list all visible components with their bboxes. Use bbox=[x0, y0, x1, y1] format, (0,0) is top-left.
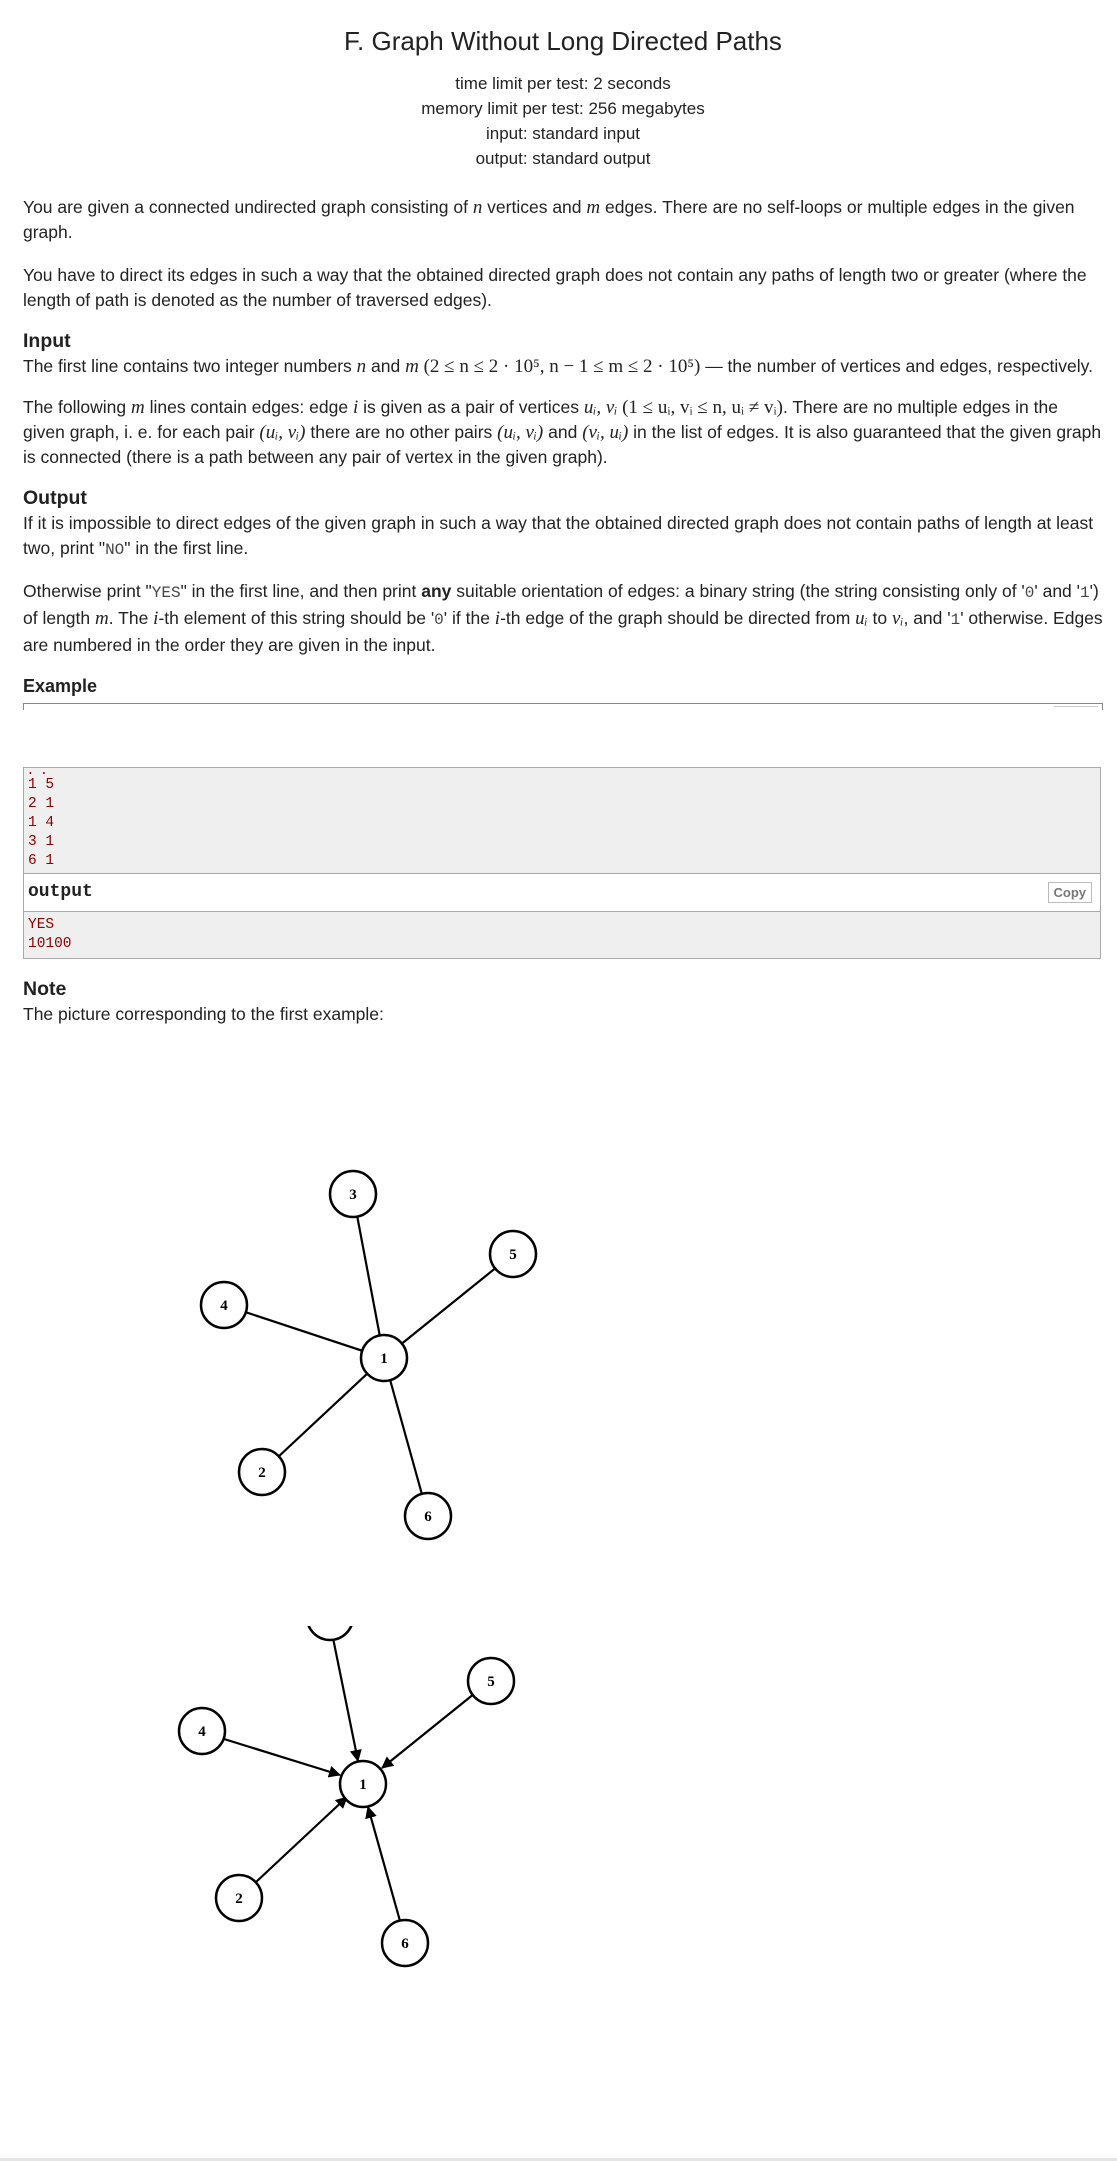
svg-text:1: 1 bbox=[359, 1777, 367, 1793]
edge-1-4 bbox=[224, 1305, 384, 1358]
input-section-title: Input bbox=[23, 330, 71, 352]
svg-text:6: 6 bbox=[401, 1936, 409, 1952]
statement-paragraph-2: You have to direct its edges in such a way that the obtained directed graph does not contain any paths of length two or greater (where the length of path is denoted as the number of traversed edges). bbox=[23, 265, 1087, 310]
arc-2-1 bbox=[256, 1797, 347, 1882]
memory-limit: memory limit per test: 256 megabytes bbox=[421, 99, 705, 118]
node-6 bbox=[405, 1493, 451, 1539]
node-3 bbox=[330, 1171, 376, 1217]
clipped-line: ․ ․ bbox=[28, 767, 47, 779]
svg-text:4: 4 bbox=[198, 1724, 206, 1740]
arc-6-1 bbox=[368, 1807, 400, 1921]
input-paragraph-2: The following m lines contain edges: edge i is given as a pair of vertices uᵢ, vᵢ (1 ≤ uᵢ, vᵢ ≤ n, uᵢ ≠ vᵢ). There are no multiple edges in the given graph, i. e. for each pair (uᵢ, vᵢ) there are no other pairs (uᵢ, vᵢ) and (vᵢ, uᵢ) in the list of edges. It is also guaranteed that the given graph is connected (there is a path between any pair of vertex in the given graph). bbox=[23, 397, 1102, 467]
node-6 bbox=[382, 1920, 428, 1966]
undirected-nodes bbox=[201, 1171, 536, 1539]
output-paragraph-2: Otherwise print "YES" in the first line, and then print any suitable orientation of edges: a binary string (the string consisting only of '0' and '1') of length m. The i-th element of this string should be '0' if the i-th edge of the graph should be directed from uᵢ to vᵢ, and '1' otherwise. Edges are numbered in the order they are given in the input. bbox=[23, 581, 1103, 655]
edge-1-6 bbox=[384, 1358, 428, 1516]
directed-nodes bbox=[150, 1560, 550, 1966]
problem-title: F. Graph Without Long Directed Paths bbox=[344, 26, 782, 56]
output-line: 10100 bbox=[28, 936, 72, 952]
input-line: 3 1 bbox=[28, 834, 55, 850]
edge-1-2 bbox=[262, 1358, 384, 1472]
node-5 bbox=[490, 1231, 536, 1277]
example-title: Example bbox=[23, 676, 98, 696]
clip-mask bbox=[150, 1560, 550, 1626]
arc-3-1 bbox=[333, 1638, 358, 1761]
edge-1-3 bbox=[353, 1194, 384, 1358]
input-file: input: standard input bbox=[485, 124, 641, 143]
node-1 bbox=[361, 1335, 407, 1381]
output-label: output bbox=[28, 882, 93, 902]
node-5 bbox=[468, 1658, 514, 1704]
node-1 bbox=[340, 1761, 386, 1807]
svg-text:2: 2 bbox=[258, 1465, 266, 1481]
svg-text:4: 4 bbox=[220, 1298, 228, 1314]
input-line: 6 1 bbox=[28, 853, 55, 869]
input-paragraph-1: The first line contains two integer numbers n and m (2 ≤ n ≤ 2 · 10⁵, n − 1 ≤ m ≤ 2 · 10⁵) — the number of vertices and edges, respectively. bbox=[23, 356, 1093, 377]
svg-text:1: 1 bbox=[380, 1351, 388, 1367]
output-line: YES bbox=[28, 917, 55, 933]
edge-1-5 bbox=[384, 1254, 513, 1358]
output-paragraph-1: If it is impossible to direct edges of the given graph in such a way that the obtained directed graph does not contain paths of length at least two, print "NO" in the first line. bbox=[23, 513, 1094, 559]
input-line: 2 1 bbox=[28, 796, 55, 812]
time-limit: time limit per test: 2 seconds bbox=[455, 74, 671, 93]
svg-text:2: 2 bbox=[235, 1891, 243, 1907]
node-2 bbox=[216, 1875, 262, 1921]
svg-text:5: 5 bbox=[509, 1247, 517, 1263]
note-text: The picture corresponding to the first example: bbox=[23, 1004, 384, 1024]
statement-paragraph-1: You are given a connected undirected graph consisting of n vertices and m edges. There are no self-loops or multiple edges in the given graph. bbox=[23, 197, 1075, 242]
node-2 bbox=[239, 1449, 285, 1495]
copy-button[interactable]: Copy bbox=[1048, 882, 1093, 903]
input-line: 1 4 bbox=[28, 815, 55, 831]
output-section-title: Output bbox=[23, 487, 87, 509]
output-file: output: standard output bbox=[475, 149, 651, 168]
node-4 bbox=[201, 1282, 247, 1328]
svg-text:5: 5 bbox=[487, 1674, 495, 1690]
node-4 bbox=[179, 1708, 225, 1754]
svg-text:3: 3 bbox=[349, 1187, 357, 1203]
input-line: 1 5 bbox=[28, 777, 55, 793]
arc-4-1 bbox=[224, 1739, 340, 1775]
note-title: Note bbox=[23, 978, 67, 1000]
svg-text:6: 6 bbox=[424, 1509, 432, 1525]
